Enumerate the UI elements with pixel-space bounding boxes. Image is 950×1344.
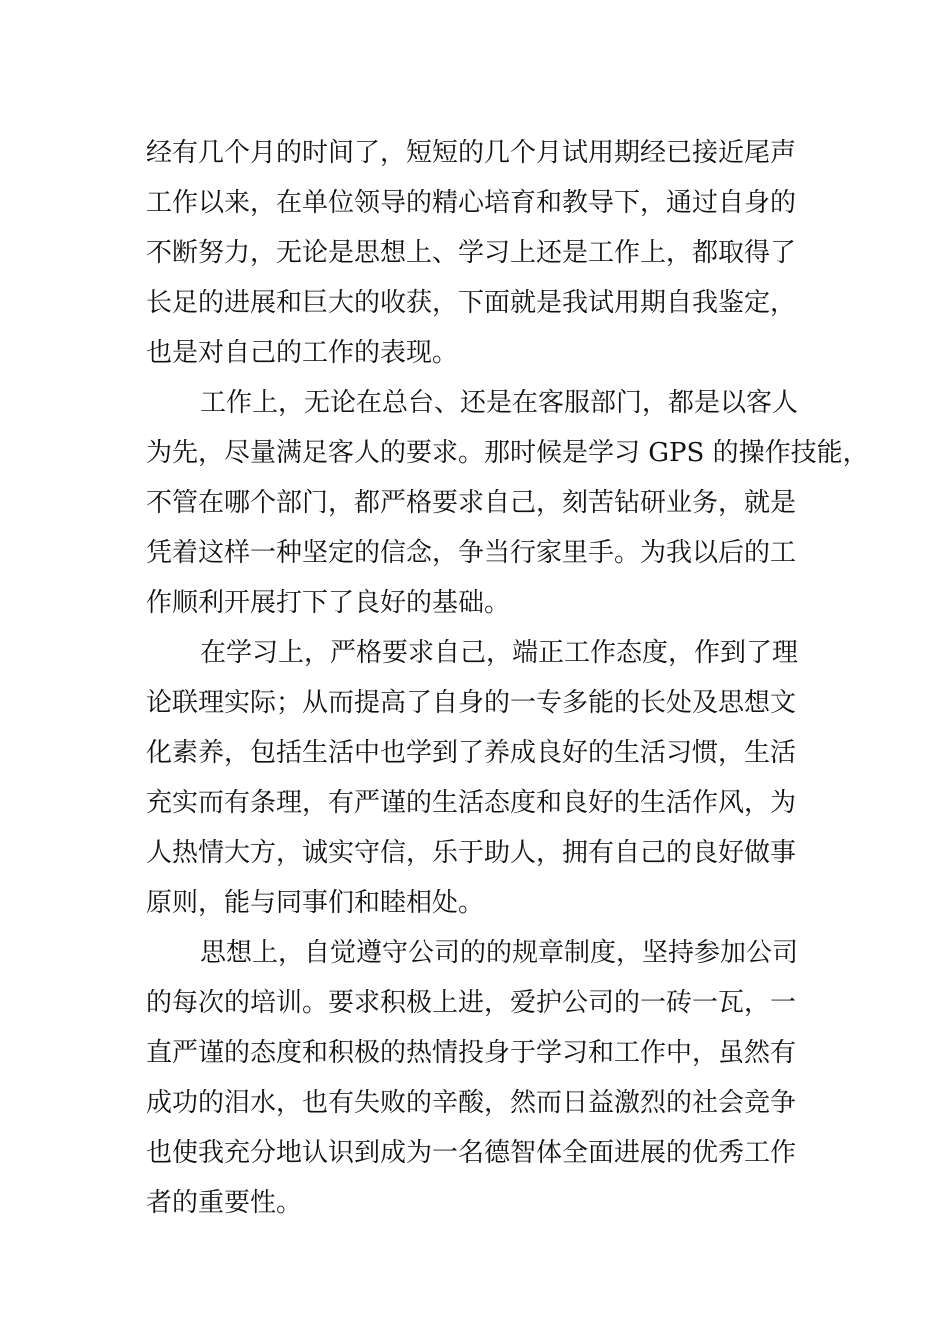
paragraph-2 bbox=[146, 378, 869, 628]
paragraph-line: 也是对自己的工作的表现。 bbox=[146, 338, 459, 368]
paragraph-line: 思想上，自觉遵守公司的的规章制度，坚持参加公司 bbox=[200, 938, 799, 968]
paragraph-line: 成功的泪水，也有失败的辛酸，然而日益激烈的社会竞争 bbox=[146, 1088, 797, 1118]
paragraph-line: 化素养，包括生活中也学到了养成良好的生活习惯，生活 bbox=[146, 738, 797, 768]
paragraph-line: 在学习上，严格要求自己，端正工作态度，作到了理 bbox=[200, 638, 799, 668]
paragraph-line: 也使我充分地认识到成为一名德智体全面进展的优秀工作 bbox=[146, 1138, 797, 1168]
paragraph-line: 不管在哪个部门，都严格要求自己，刻苦钻研业务，就是 bbox=[146, 488, 797, 518]
paragraph-line: 工作上，无论在总台、还是在客服部门，都是以客人 bbox=[200, 388, 799, 418]
paragraph-line: 直严谨的态度和积极的热情投身于学习和工作中，虽然有 bbox=[146, 1038, 797, 1068]
document-body bbox=[146, 128, 869, 1228]
paragraph-3 bbox=[146, 628, 826, 928]
paragraph-line: 凭着这样一种坚定的信念，争当行家里手。为我以后的工 bbox=[146, 538, 797, 568]
paragraph-line: 经有几个月的时间了，短短的几个月试用期经已接近尾声 bbox=[146, 138, 797, 168]
paragraph-line: 人热情大方，诚实守信，乐于助人，拥有自己的良好做事 bbox=[146, 838, 797, 868]
paragraph-line: 的每次的培训。要求积极上进，爱护公司的一砖一瓦，一 bbox=[146, 988, 797, 1018]
paragraph-line: 论联理实际；从而提高了自身的一专多能的长处及思想文 bbox=[146, 688, 797, 718]
paragraph-line: 工作以来，在单位领导的精心培育和教导下，通过自身的 bbox=[146, 188, 797, 218]
paragraph-line: 充实而有条理，有严谨的生活态度和良好的生活作风，为 bbox=[146, 788, 797, 818]
paragraph-line: 者的重要性。 bbox=[146, 1188, 303, 1218]
paragraph-1 bbox=[146, 128, 826, 378]
paragraph-line: 长足的进展和巨大的收获，下面就是我试用期自我鉴定， bbox=[146, 288, 797, 318]
paragraph-4 bbox=[146, 928, 826, 1228]
paragraph-line: 作顺利开展打下了良好的基础。 bbox=[146, 588, 511, 618]
paragraph-line: 原则，能与同事们和睦相处。 bbox=[146, 888, 485, 918]
paragraph-line: 不断努力，无论是思想上、学习上还是工作上，都取得了 bbox=[146, 238, 797, 268]
paragraph-line: 为先，尽量满足客人的要求。那时候是学习 GPS 的操作技能， bbox=[146, 438, 869, 468]
